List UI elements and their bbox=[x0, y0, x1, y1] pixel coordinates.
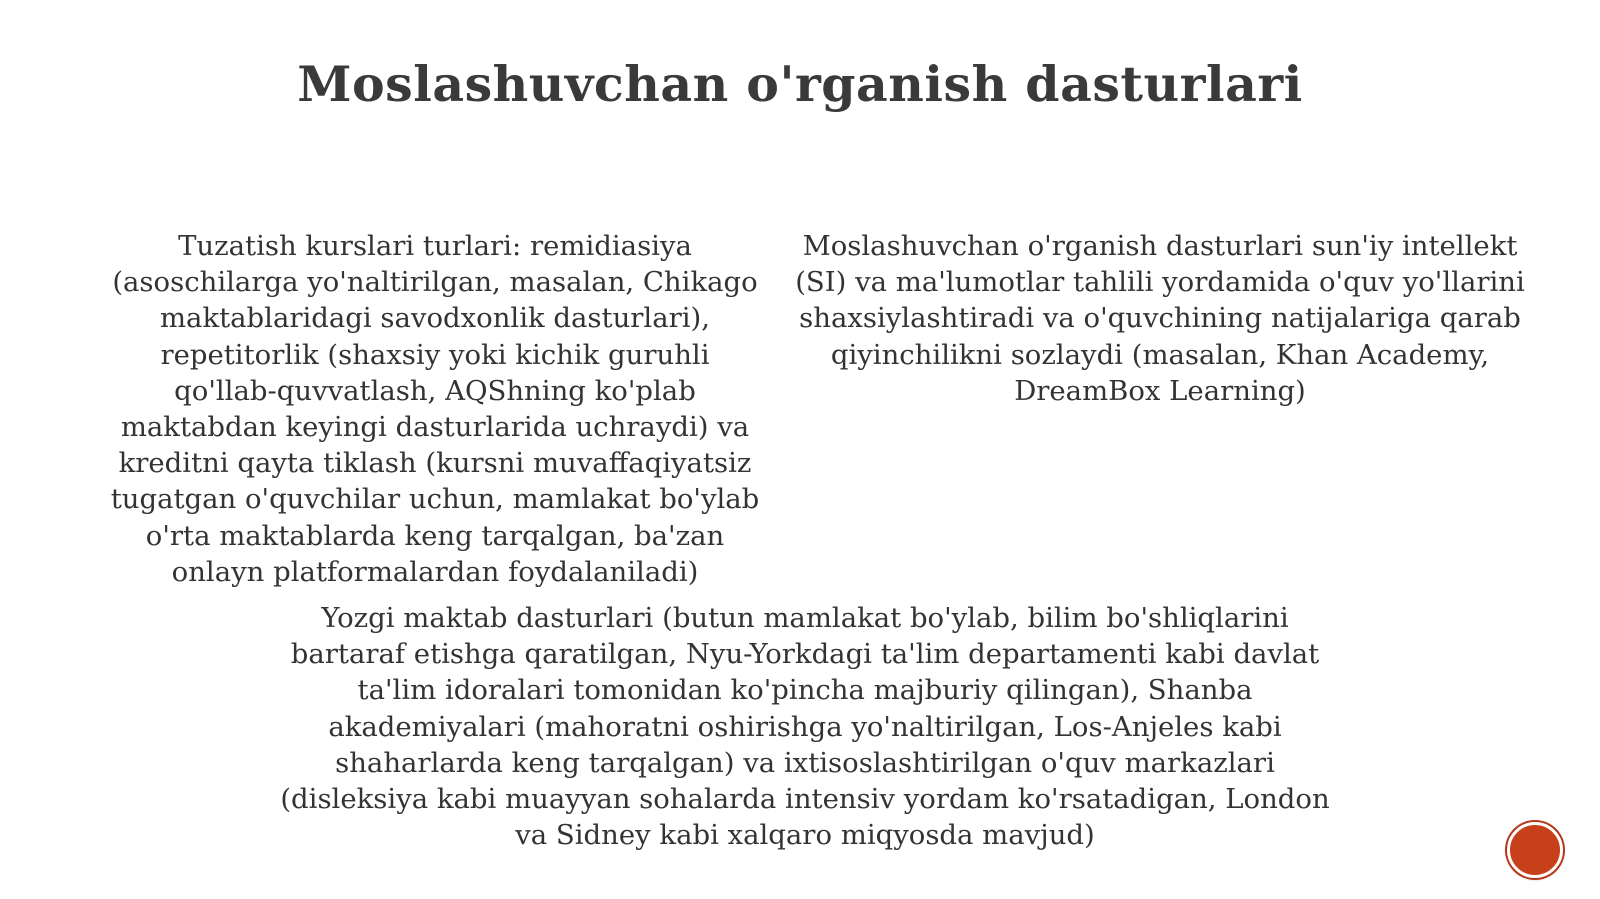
slide-title: Moslashuvchan o'rganish dasturlari bbox=[297, 55, 1303, 113]
circle-nav-icon[interactable] bbox=[1507, 822, 1563, 878]
right-text-block: Moslashuvchan o'rganish dasturlari sun'iy intellekt (SI) va ma'lumotlar tahlili yordamida o'quv yo'llarini shaxsiylashtiradi va o'quvchining natijalariga qarab qiyinchilikni sozlaydi (masalan, Khan Academy, DreamBox Learning) bbox=[795, 230, 1525, 407]
left-text-block: Tuzatish kurslari turlari: remidiasiya (asoschilarga yo'naltirilgan, masalan, Chikago maktablaridagi savodxonlik dasturlari), repetitorlik (shaxsiy yoki kichik guruhli qo'llab-quvvatlash, AQShning ko'plab maktabdan keyingi dasturlarida uchraydi) va kreditni qayta tiklash (kursni muvaffaqiyatsiz tugatgan o'quvchilar uchun, mamlakat bo'ylab o'rta maktablarda keng tarqalgan, ba'zan onlayn platformalardan foydalaniladi) bbox=[110, 230, 760, 588]
bottom-text-block: Yozgi maktab dasturlari (butun mamlakat bo'ylab, bilim bo'shliqlarini bartaraf etishga qaratilgan, Nyu-Yorkdagi ta'lim departamenti kabi davlat ta'lim idoralari tomonidan ko'pincha majburiy qilingan), Shanba akademiyalari (mahoratni oshirishga yo'naltirilgan, Los-Anjeles kabi shaharlarda keng tarqalgan) va ixtisoslashtirilgan o'quv markazlari (disleksiya kabi muayyan sohalarda intensiv yordam ko'rsatadigan, London va Sidney kabi xalqaro miqyosda mavjud) bbox=[280, 602, 1330, 852]
